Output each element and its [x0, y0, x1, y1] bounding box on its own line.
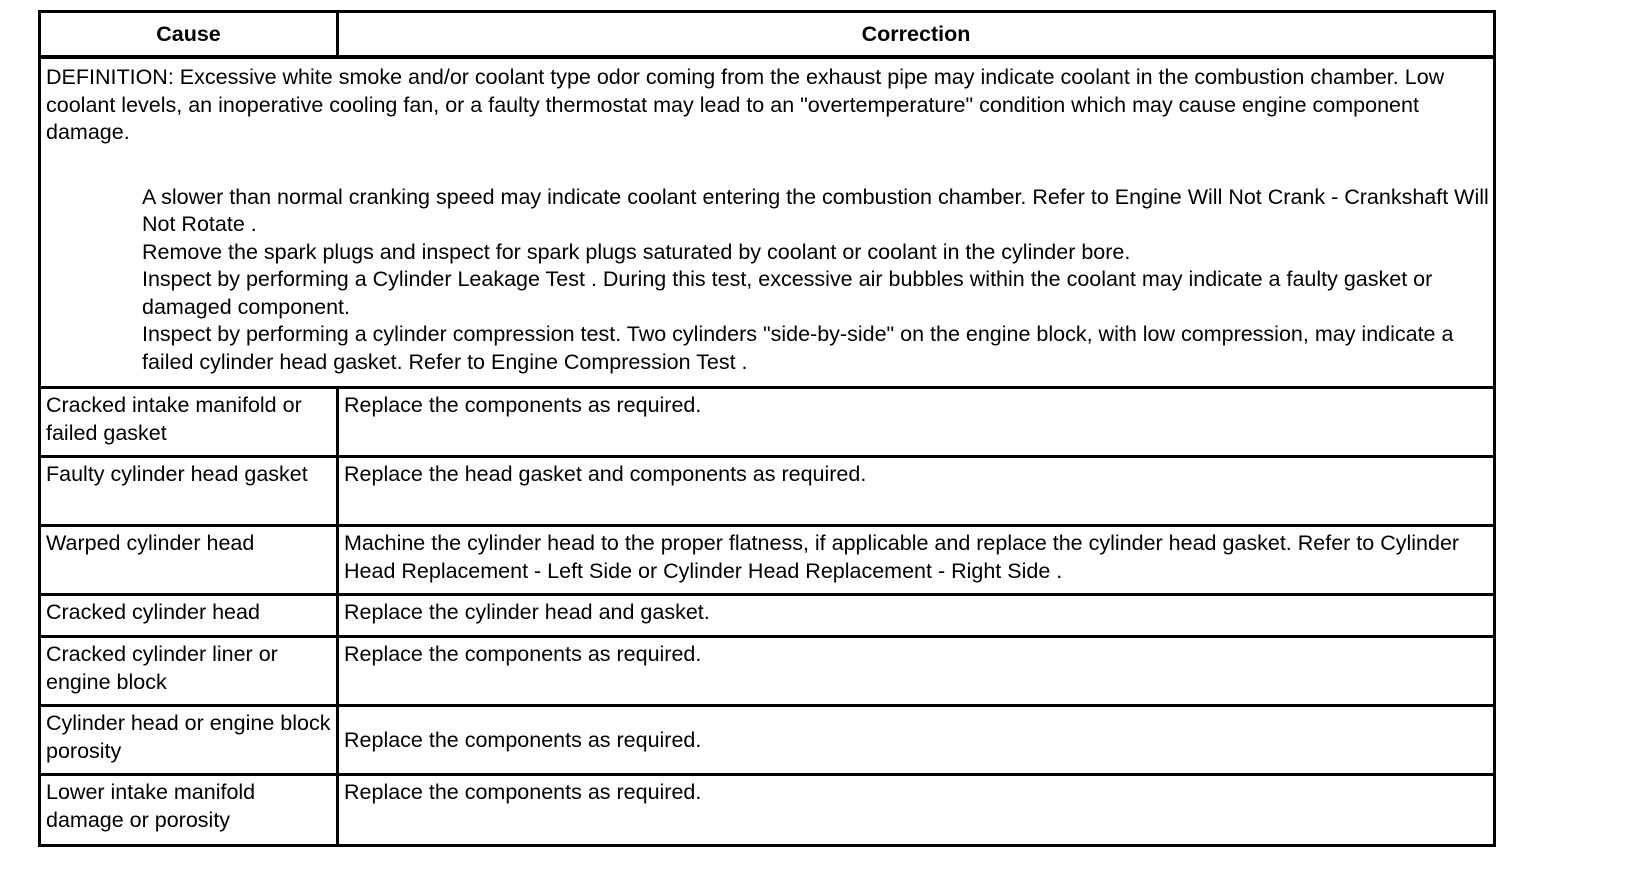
table-row	[40, 595, 1495, 637]
definition-row	[40, 57, 1495, 388]
table-row	[40, 637, 1495, 706]
correction-cell: Replace the head gasket and components as required.	[338, 457, 1495, 526]
diagnostic-step: Inspect by performing a cylinder compression test. Two cylinders "side-by-side" on the engine block, with low compression, may indicate a failed cylinder head gasket. Refer to Engine Compression Test .	[142, 322, 1454, 374]
correction-cell: Replace the components as required.	[338, 775, 1495, 846]
header-cause: Cause	[40, 12, 338, 58]
table-row	[40, 457, 1495, 526]
definition-cell	[40, 57, 1495, 388]
diagnostic-step: Inspect by performing a Cylinder Leakage Test . During this test, excessive air bubbles within the coolant may indicate a faulty gasket or damaged component.	[142, 267, 1433, 319]
table-row	[40, 706, 1495, 775]
correction-cell: Replace the components as required.	[338, 637, 1495, 706]
correction-cell: Replace the components as required.	[338, 706, 1495, 775]
diagnostic-step: A slower than normal cranking speed may indicate coolant entering the combustion chamber. Refer to Engine Will Not Crank - Crankshaft Will Not Rotate .	[142, 184, 1489, 236]
cause-cell: Cracked intake manifold or failed gasket	[40, 388, 338, 457]
diagnostic-step: Remove the spark plugs and inspect for spark plugs saturated by coolant or coolant in the cylinder bore.	[142, 239, 1131, 264]
cause-cell: Cracked cylinder head	[40, 595, 338, 637]
diagnostic-table	[38, 10, 1496, 847]
table-row	[40, 526, 1495, 595]
cause-cell: Lower intake manifold damage or porosity	[40, 775, 338, 846]
table-row	[40, 775, 1495, 846]
definition-text: DEFINITION: Excessive white smoke and/or coolant type odor coming from the exhaust pipe may indicate coolant in the combustion chamber. Low coolant levels, an inoperative cooling fan, or a faulty thermostat may lead to an "overtemperature" condition which may cause engine component damage.	[46, 65, 1445, 144]
correction-cell: Machine the cylinder head to the proper flatness, if applicable and replace the cylinder head gasket. Refer to Cylinder Head Replacement - Left Side or Cylinder Head Replacement - Right Side .	[338, 526, 1495, 595]
header-correction: Correction	[338, 12, 1495, 58]
cause-cell: Faulty cylinder head gasket	[40, 457, 338, 526]
table-row	[40, 388, 1495, 457]
correction-cell: Replace the components as required.	[338, 388, 1495, 457]
correction-cell: Replace the cylinder head and gasket.	[338, 595, 1495, 637]
cause-cell: Warped cylinder head	[40, 526, 338, 595]
diagnostic-steps	[142, 184, 1489, 377]
cause-cell: Cylinder head or engine block porosity	[40, 706, 338, 775]
header-row	[40, 12, 1495, 58]
cause-cell: Cracked cylinder liner or engine block	[40, 637, 338, 706]
